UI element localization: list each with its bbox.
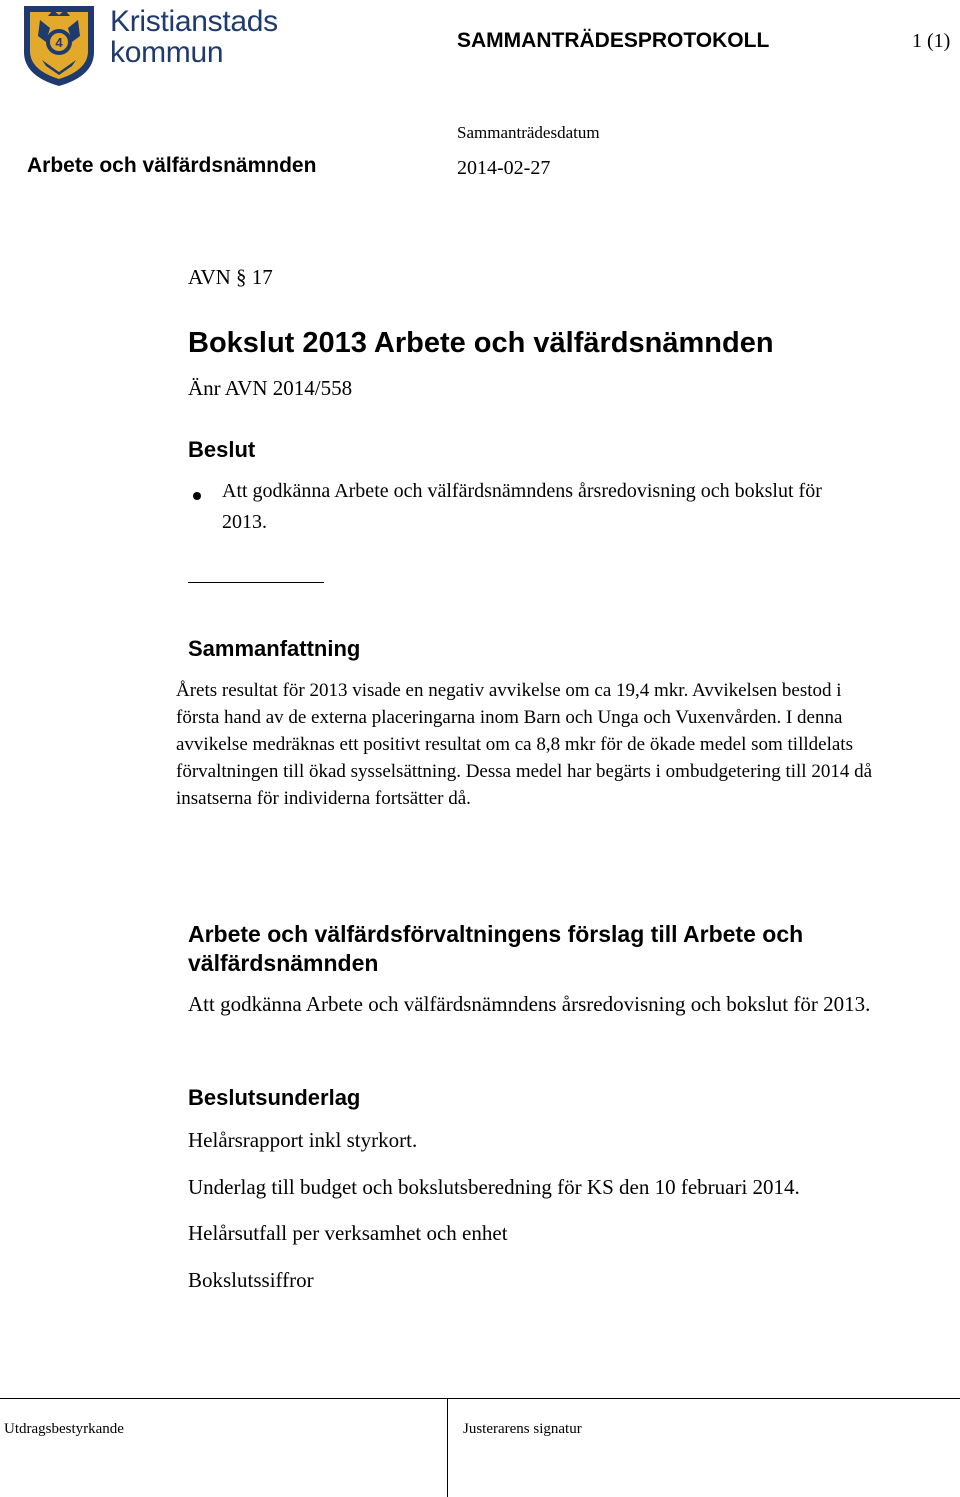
basis-item: Bokslutssiffror [188,1268,314,1292]
meeting-date: 2014-02-27 [457,157,551,179]
decision-heading: Beslut [188,437,256,462]
summary-text: Årets resultat för 2013 visade en negativ avvikelse om ca 19,4 mkr. Avvikelsen bestod i första hand av de externa placeringarna inom Barn och Unga och Vuxenvården. I denna avvikelse medräknas ett positivt resultat om ca 8,8 mkr för de ökade medel som tilldelats förvaltningen till ökad sysselsättning. Dessa medel har begärts i ombudgetering till 2014 då insatserna för individerna fortsätter då. [176,680,872,809]
logo-line-2: kommun [110,36,224,69]
logo-line-1: Kristianstads [110,5,278,38]
section-number: AVN § 17 [188,265,273,289]
basis-item: Helårsutfall per verksamhet och enhet [188,1221,508,1245]
certification-label: Utdragsbestyrkande [4,1421,124,1437]
adjuster-signature-label: Justerarens signatur [463,1421,582,1437]
municipality-crest-icon [20,2,98,88]
document-type: SAMMANTRÄDESPROTOKOLL [457,29,770,52]
case-number: Änr AVN 2014/558 [188,376,353,400]
page-number: 1 (1) [912,30,951,52]
decision-bullet: Att godkänna Arbete och välfärdsnämndens årsredovisning och bokslut för 2013. [222,480,822,533]
divider [188,582,324,583]
proposal-heading: Arbete och välfärdsförvaltningens förslag till Arbete och välfärdsnämnden [188,921,804,976]
basis-item: Helårsrapport inkl styrkort. [188,1128,418,1152]
logo-wordmark [110,6,278,68]
summary-heading: Sammanfattning [188,636,361,661]
basis-heading: Beslutsunderlag [188,1085,361,1110]
meeting-date-label: Sammanträdesdatum [457,123,600,142]
basis-item: Underlag till budget och bokslutsberedning för KS den 10 februari 2014. [188,1175,800,1199]
bullet-icon [193,492,201,500]
svg-text:4: 4 [55,35,63,50]
footer-divider [447,1399,448,1497]
committee-name: Arbete och välfärdsnämnden [27,154,317,177]
proposal-text: Att godkänna Arbete och välfärdsnämndens årsredovisning och bokslut för 2013. [188,992,871,1016]
page-title: Bokslut 2013 Arbete och välfärdsnämnden [188,327,774,359]
footer-rule [0,1398,960,1399]
